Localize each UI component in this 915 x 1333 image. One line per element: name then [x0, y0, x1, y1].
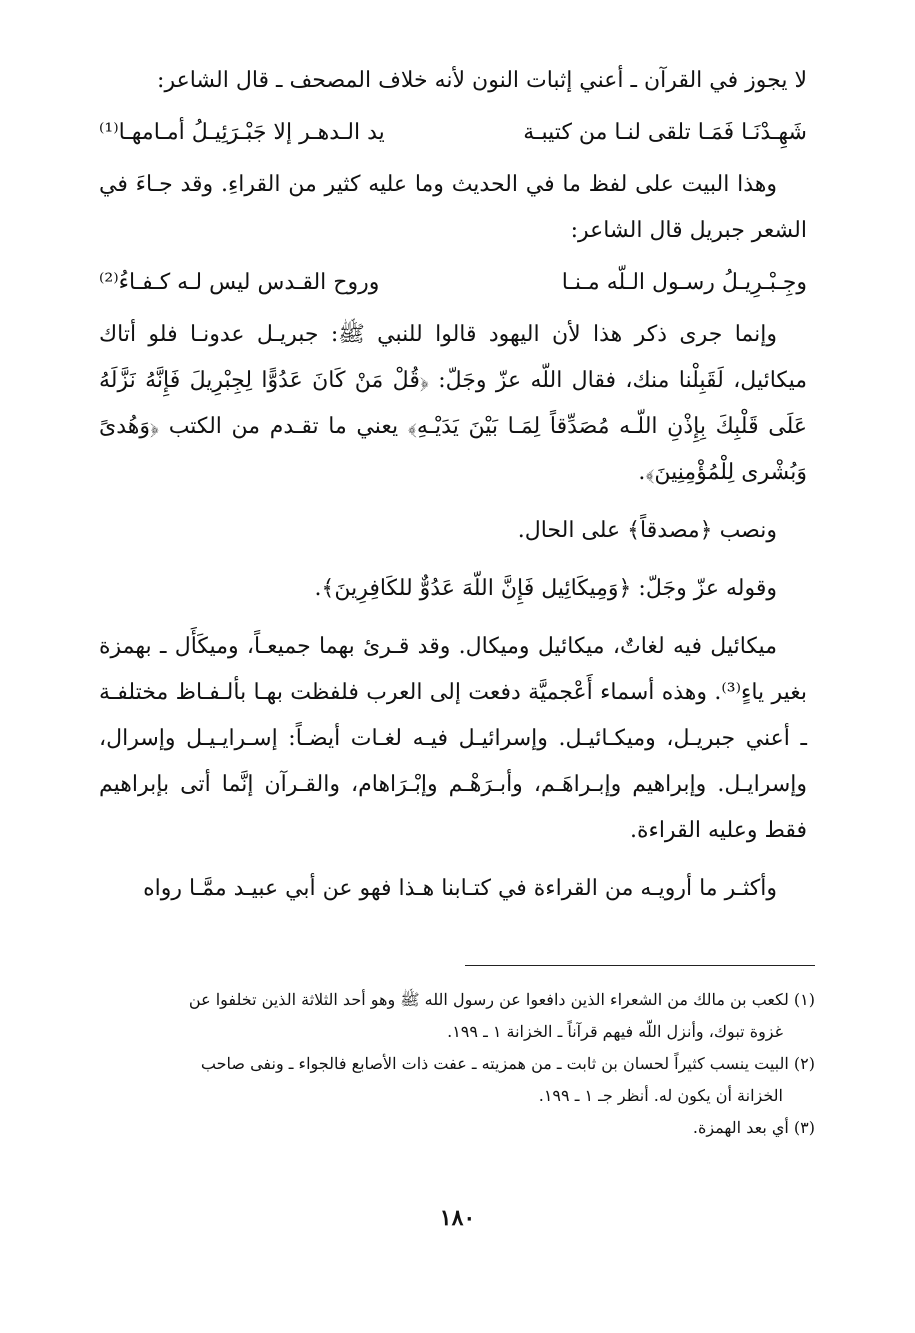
footnote-text: غزوة تبوك، وأنزل اللّه فيهم قرآناً ـ الخزانة ١ ـ ١٩٩.: [447, 1022, 783, 1041]
footnote-text: (٢) البيت ينسب كثيراً لحسان بن ثابت ـ من همزيته ـ عفت ذات الأصابع فالجواء ـ ونفى صاحب: [200, 1054, 815, 1073]
footnote-2: [100, 1049, 815, 1079]
paragraph: لا يجوز في القرآن ـ أعني إثبات النون لأنه خلاف المصحف ـ قال الشاعر:: [157, 68, 807, 93]
paragraph: وأكثـر ما أرويـه من القراءة في كتـابنا هـذا فهو عن أبي عبيـد ممَّـا رواه: [143, 876, 777, 901]
footnote-1-continued: [100, 1017, 815, 1047]
page-number: ١٨٠: [439, 1205, 476, 1231]
footnote-divider: [465, 965, 815, 966]
paragraph: وهذا البيت على لفظ ما في الحديث وما عليه كثير من القراءِ. وقد جـاءَ في الشعر جبريل قال الشاعر:: [99, 172, 807, 243]
footnote-1: [100, 985, 815, 1015]
paragraph: ميكائيل فيه لغاتٌ، ميكائيل وميكال. وقد قـرئ بهما جميعـاً، وميكَأَل ـ بهمزة بغير ياءٍ⁽³⁾. وهذه أسماء أَعْجميَّة دفعت إلى العرب فلفظت بهـا بألـفـاظ مختلفـة ـ أعني جبريـل، وميكـائيـل. وإسرائيـل فيـه لغـات أيضـاً: إسـرايـيـل وإسرال، وإسرايـل. وإبراهيم وإبـراهَـم، وأبـرَهْـم وإبْـرَاهام، والقـرآن إنَّما أتى بإبراهيم فقط وعليه القراءة.: [99, 634, 807, 843]
footnotes: [100, 985, 815, 1145]
poetry-verse: [99, 104, 807, 162]
footnote-text: (١) لكعب بن مالك من الشعراء الذين دافعوا عن رسول الله ﷺ وهو أحد الثلاثة الذين تخلفوا عن: [188, 990, 815, 1009]
paragraph: وقوله عزّ وجَلّ: ﴿وَمِيكَائِيل فَإِنَّ اللّهَ عَدُوٌّ للكَافِرِينَ﴾.: [314, 576, 777, 601]
poetry-verse: [99, 254, 807, 312]
paragraph: ونصب ﴿مصدقاً﴾ على الحال.: [517, 518, 777, 543]
verse-second-hemistich: وروح القـدس ليس لـه كـفـاءُ⁽²⁾: [99, 270, 380, 295]
footnote-3: [100, 1113, 815, 1143]
verse-first-hemistich: وجِـبْـرِيـلُ رسـول الـلّه مـنـا: [561, 270, 807, 295]
footnote-2-continued: [100, 1081, 815, 1111]
footnote-text: (٣) أي بعد الهمزة.: [692, 1118, 815, 1137]
verse-first-hemistich: شَهِـدْنَـا فَمَـا تلقى لنـا من كتيبـة: [523, 120, 807, 145]
footnote-text: الخزانة أن يكون له. أنظر جـ ١ ـ ١٩٩.: [538, 1086, 783, 1105]
paragraph: وإنما جرى ذكر هذا لأن اليهود قالوا للنبي ﷺ: جبريـل عدونـا فلو أتاك ميكائيل، لَقَبِلْنا منك، فقال اللّه عزّ وجَلّ: ﴿قُلْ مَنْ كَانَ عَدُوًّا لِجِبْرِيلَ فَإِنَّهُ نَزَّلَهُ عَلَى قَلْبِكَ بِإِذْنِ اللّـه مُصَدِّقاً لِمَـا بَيْنَ يَدَيْـهِ﴾ يعني ما تقـدم من الكتب ﴿وَهُدىً وَبُشْرى لِلْمُؤْمِنِينَ﴾.: [99, 322, 807, 485]
verse-second-hemistich: يد الـدهـر إلا جَبْـرَئِيـلُ أمـامهـا⁽¹⁾: [99, 120, 385, 145]
main-text: [99, 58, 807, 912]
